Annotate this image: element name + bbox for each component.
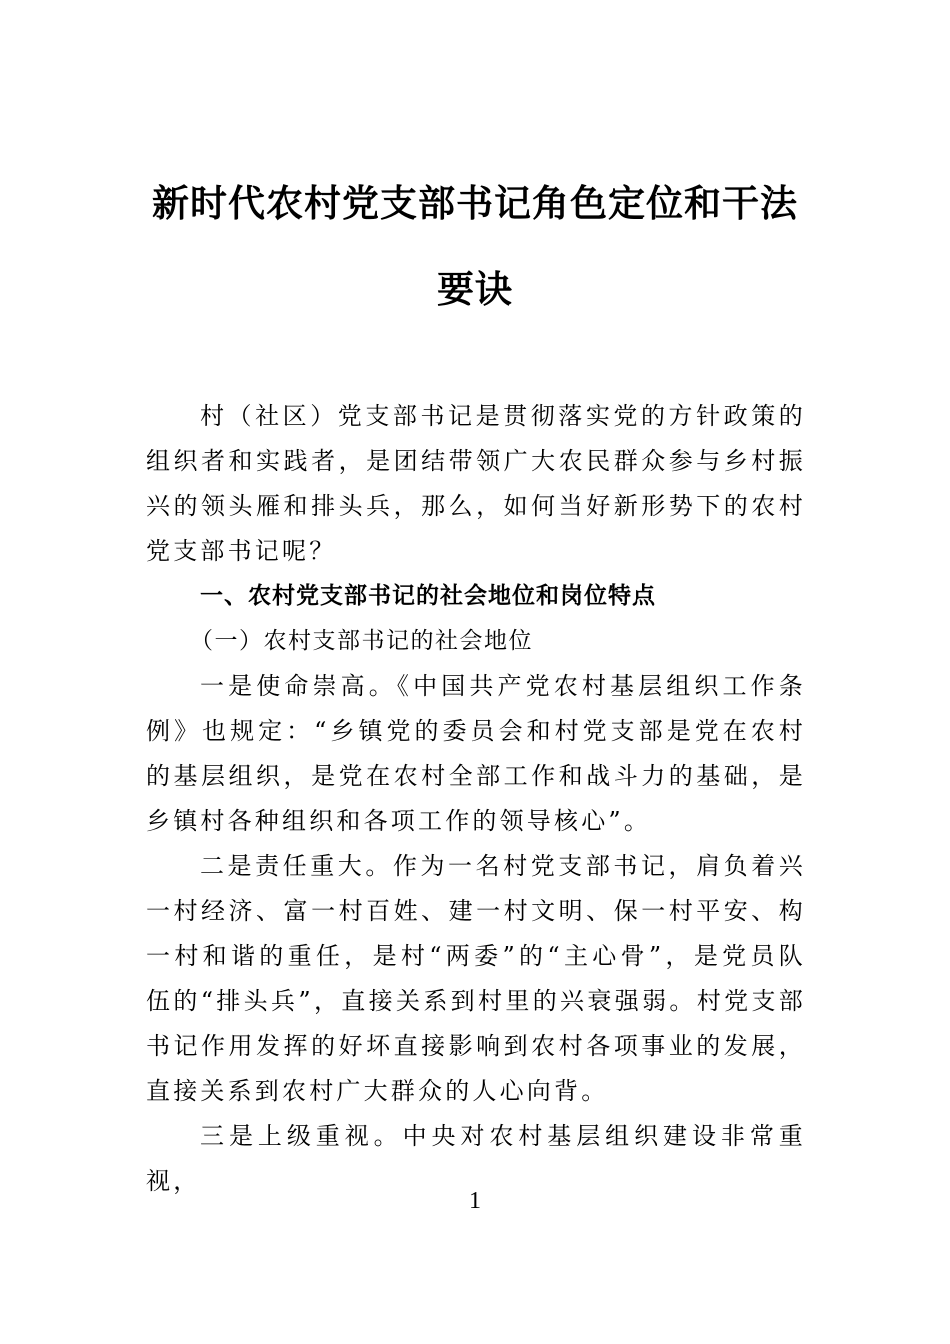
paragraph-mission: 一是使命崇高。《中国共产党农村基层组织工作条例》也规定：“乡镇党的委员会和村党支部是党在农村的基层组织，是党在农村全部工作和战斗力的基础，是乡镇村各种组织和各项工作的领导核心”。: [146, 672, 806, 835]
paragraph-attention: 三是上级重视。中央对农村基层组织建设非常重视，: [146, 1122, 806, 1195]
subsection-heading-1: （一）农村支部书记的社会地位: [190, 628, 533, 654]
paragraph-responsibility: 二是责任重大。作为一名村党支部书记，肩负着兴一村经济、富一村百姓、建一村文明、保一村平安、构一村和谐的重任，是村“两委”的“主心骨”，是党员队伍的“排头兵”，直接关系到村里的兴衰强弱。村党支部书记作用发挥的好坏直接影响到农村各项事业的发展，直接关系到农村广大群众的人心向背。: [146, 852, 806, 1105]
document-title: 新时代农村党支部书记角色定位和干法要诀: [152, 181, 798, 311]
intro-paragraph: 村（社区）党支部书记是贯彻落实党的方针政策的组织者和实践者，是团结带领广大农民群众参与乡村振兴的领头雁和排头兵，那么，如何当好新形势下的农村党支部书记呢？: [146, 402, 806, 565]
page-number: 1: [469, 1188, 481, 1214]
section-heading-1: 一、农村党支部书记的社会地位和岗位特点: [200, 583, 656, 609]
document-body: [146, 394, 806, 1204]
